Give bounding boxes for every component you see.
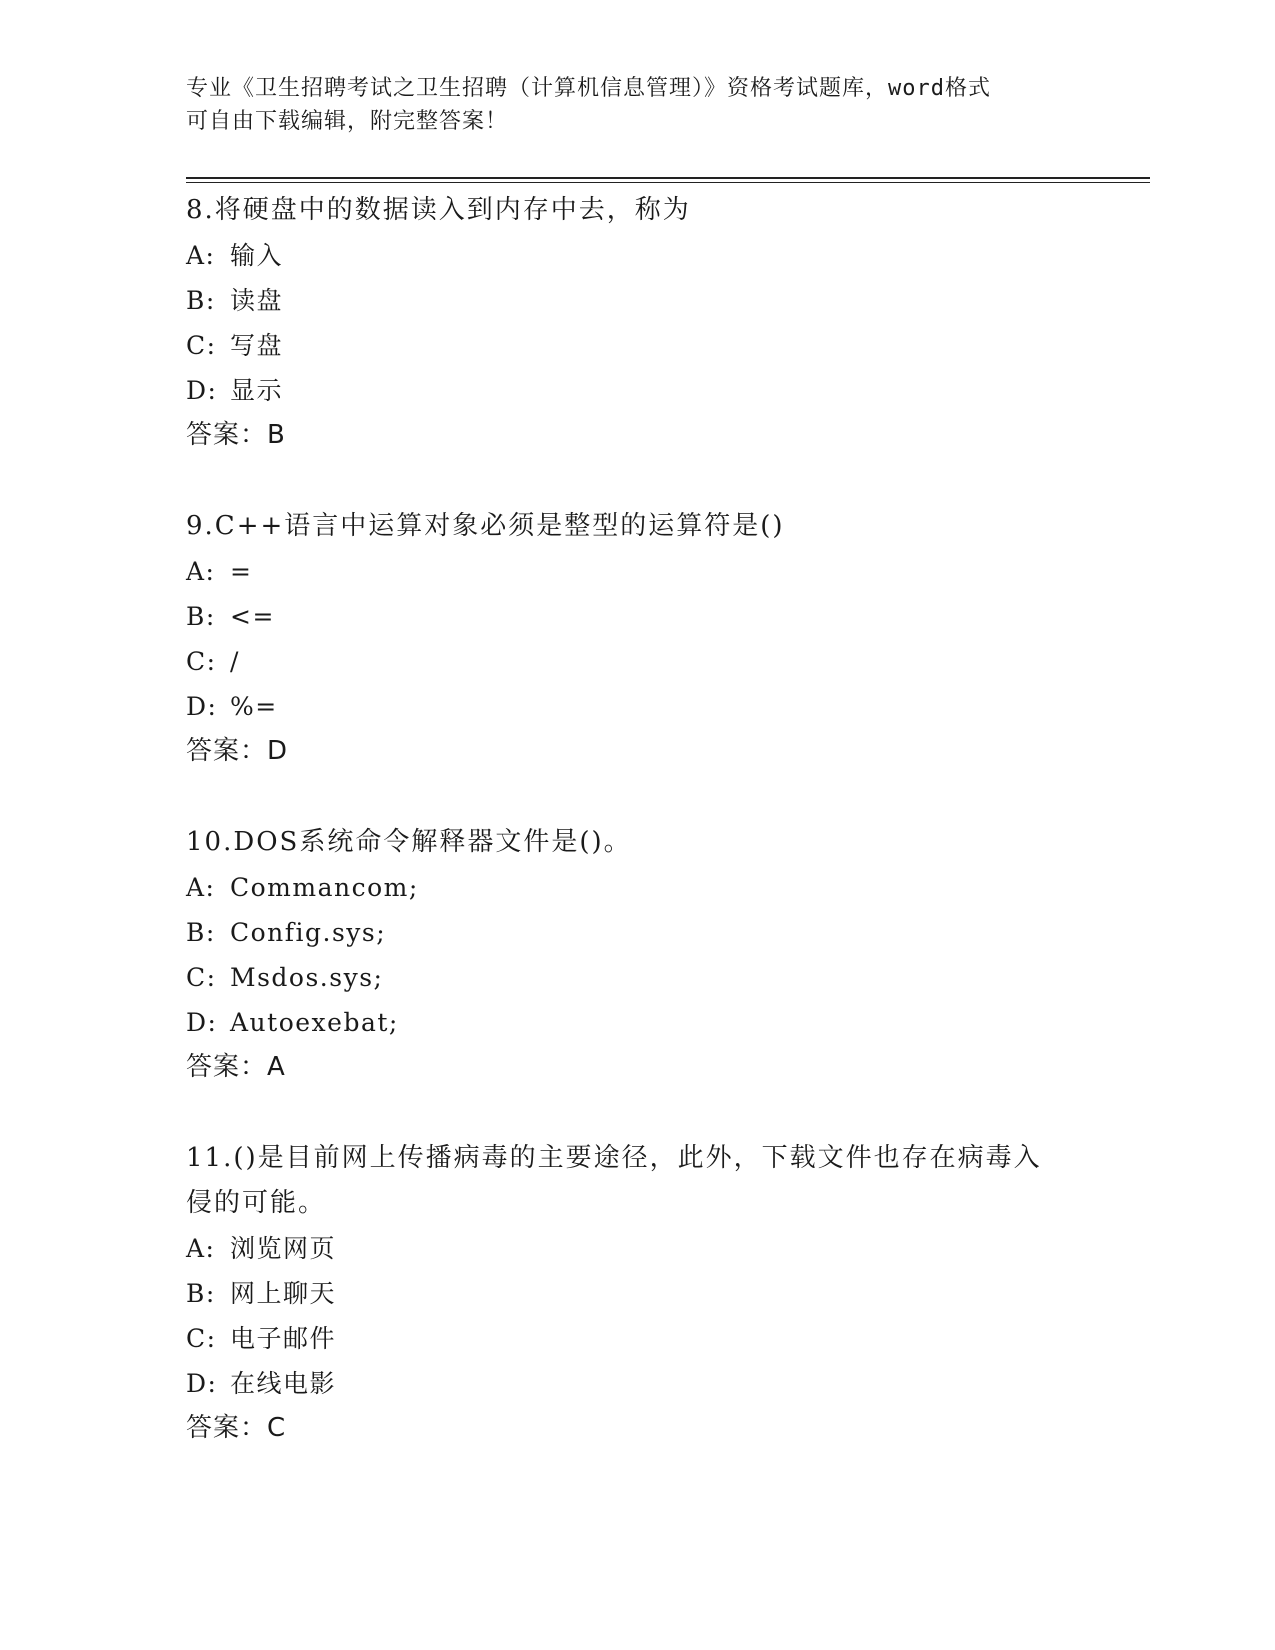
option-d [186, 368, 1086, 413]
option-key: B: [186, 286, 216, 315]
option-b [186, 1271, 1086, 1316]
option-key: B: [186, 918, 216, 947]
option-a [186, 549, 1086, 594]
answer-line: 答案：D [186, 736, 289, 766]
option-key: C: [186, 963, 217, 992]
option-d [186, 684, 1086, 729]
question-text: 10.DOS系统命令解释器文件是()。 [186, 827, 632, 857]
option-text: 显示 [230, 376, 284, 405]
option-key: D: [186, 692, 218, 721]
header-line-1: 专业《卫生招聘考试之卫生招聘（计算机信息管理）》资格考试题库，word格式 [186, 76, 991, 101]
header-divider-thin [186, 182, 1150, 183]
answer-line: 答案：A [186, 1052, 286, 1082]
document-header [186, 72, 1086, 138]
option-text: Msdos.sys; [230, 963, 384, 992]
option-text: <= [230, 602, 275, 631]
question-10 [186, 820, 1086, 1090]
option-c [186, 639, 1086, 684]
option-text: 电子邮件 [230, 1324, 337, 1353]
option-key: B: [186, 602, 216, 631]
option-text: 网上聊天 [230, 1279, 337, 1308]
answer-line: 答案：C [186, 1413, 287, 1443]
option-d [186, 1361, 1086, 1406]
option-c [186, 955, 1086, 1000]
option-text: Config.sys; [230, 918, 387, 947]
question-text: 8.将硬盘中的数据读入到内存中去，称为 [186, 195, 691, 225]
header-divider-thick [186, 177, 1150, 179]
option-key: A: [186, 873, 216, 902]
question-9 [186, 504, 1086, 774]
question-text: 9.C++语言中运算对象必须是整型的运算符是() [186, 511, 785, 541]
option-key: D: [186, 1008, 218, 1037]
option-key: D: [186, 376, 218, 405]
option-b [186, 278, 1086, 323]
option-b [186, 910, 1086, 955]
header-line-2: 可自由下载编辑，附完整答案！ [186, 109, 509, 134]
option-key: B: [186, 1279, 216, 1308]
question-8 [186, 188, 1086, 458]
option-key: A: [186, 1234, 216, 1263]
option-text: / [230, 647, 240, 676]
option-text: 浏览网页 [230, 1234, 337, 1263]
option-key: C: [186, 1324, 217, 1353]
option-text: %= [230, 692, 278, 721]
question-text: 11.()是目前网上传播病毒的主要途径，此外，下载文件也存在病毒入侵的可能。 [186, 1143, 1042, 1218]
option-a [186, 233, 1086, 278]
option-text: 读盘 [230, 286, 284, 315]
option-c [186, 1316, 1086, 1361]
option-text: Commancom; [230, 873, 419, 902]
option-key: C: [186, 331, 217, 360]
option-c [186, 323, 1086, 368]
option-text: 写盘 [230, 331, 284, 360]
option-key: C: [186, 647, 217, 676]
option-key: A: [186, 557, 216, 586]
answer-line: 答案：B [186, 420, 286, 450]
option-key: A: [186, 241, 216, 270]
question-11 [186, 1136, 1086, 1451]
option-text: 输入 [230, 241, 284, 270]
option-text: 在线电影 [230, 1369, 337, 1398]
option-key: D: [186, 1369, 218, 1398]
option-a [186, 865, 1086, 910]
option-d [186, 1000, 1086, 1045]
option-a [186, 1226, 1086, 1271]
option-text: Autoexebat; [230, 1008, 399, 1037]
option-text: = [230, 557, 253, 586]
option-b [186, 594, 1086, 639]
